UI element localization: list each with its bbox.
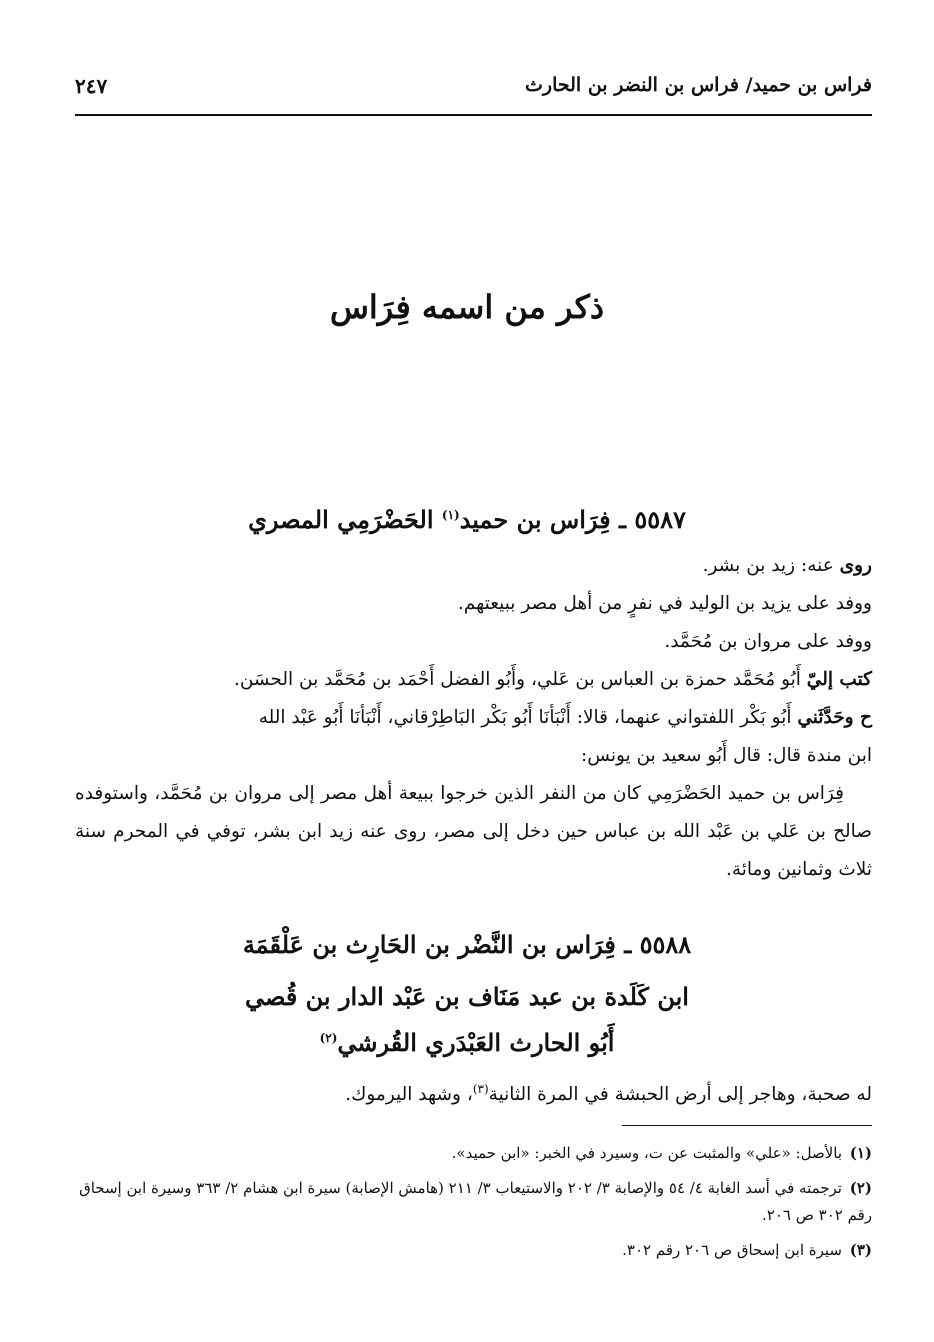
page-number: ٢٤٧ — [75, 74, 108, 98]
footnote-3: (٣)سيرة ابن إسحاق ص ٢٠٦ رقم ٣٠٢. — [622, 1241, 872, 1259]
entry-5588-heading-line3: أَبُو الحارث العَبْدَري القُرشي$^{(٢)}$ — [319, 1028, 615, 1057]
text-line: له صحبة، وهاجر إلى أرض الحبشة في المرة الثانية$^{(٣)}$، وشهد اليرموك. — [345, 1082, 872, 1106]
text-line: ووفد على مروان بن مُحَمَّد. — [664, 631, 872, 652]
footnotes — [75, 1140, 872, 1272]
entry-5587-name: ٥٥٨٧ ـ فِرَاس بن حميد — [459, 505, 686, 534]
footnote-ref-2: (٢) — [319, 1031, 338, 1045]
text-line: ابن مندة قال: قال أَبُو سعيد بن يونس: — [581, 745, 872, 766]
entry-5588-body — [75, 1070, 872, 1108]
running-head: فراس بن حميد/ فراس بن النضر بن الحارث — [525, 74, 872, 96]
text-line: ح وحَدَّثَني أَبُو بَكْر اللفتواني عنهما، قالا: أَنْبَأنَا أَبُو بَكْر البَاطِرْقاني، أَنْبَأنَا أَبُو عَبْد الله — [258, 707, 872, 728]
entry-5587-heading — [60, 505, 874, 534]
entry-5587-nisba: الحَضْرَمِي المصري — [248, 505, 442, 534]
page-header — [75, 70, 872, 116]
section-title: ذكر من اسمه فِرَاس — [329, 288, 605, 326]
footnote-2: (٢)ترجمته في أسد الغابة ٤/ ٥٤ والإصابة ٣/ ٢٠٢ والاستيعاب ٣/ ٢١١ (هامش الإصابة) سيرة ابن هشام ٢/ ٣٦٣ وسيرة ابن إسحاق رقم ٣٠٢ ص ٢٠٦. — [79, 1179, 872, 1224]
footnote-ref-1: (١) — [441, 508, 460, 522]
footnote-ref-3: (٣) — [472, 1082, 489, 1096]
text-line: روى عنه: زيد بن بشر. — [702, 555, 872, 576]
footnote-divider — [622, 1125, 872, 1126]
text-line: كتب إليّ أَبُو مُحَمَّد حمزة بن العباس بن عَلي، وأَبُو الفضل أَحْمَد بن مُحَمَّد بن الحسَن. — [233, 669, 872, 690]
entry-5588-heading-line1: ٥٥٨٨ ـ فِرَاس بن النَّضْر بن الحَارِث بن عَلْقَمَة — [242, 930, 692, 959]
text-line: ووفد على يزيد بن الوليد في نفرٍ من أهل مصر ببيعتهم. — [457, 593, 872, 614]
footnote-1: (١)بالأصل: «علي» والمثبت عن ت، وسيرد في الخبر: «ابن حميد». — [451, 1144, 872, 1162]
entry-5587-body — [75, 547, 872, 889]
biography-paragraph: فِرَاس بن حميد الحَضْرَمِي كان من النفر الذين خرجوا ببيعة أهل مصر إلى مروان بن مُحَمَّد، واستوفده صالح بن عَلي بن عَبْد الله بن عباس حين دخل إلى مصر، روى عنه زيد ابن بشر، توفي في المحرم سنة ثلاث وثمانين ومائة. — [75, 783, 872, 880]
entry-5588-heading-line2: ابن كَلَدة بن عبد مَنَاف بن عَبْد الدار بن قُصي — [245, 982, 689, 1011]
